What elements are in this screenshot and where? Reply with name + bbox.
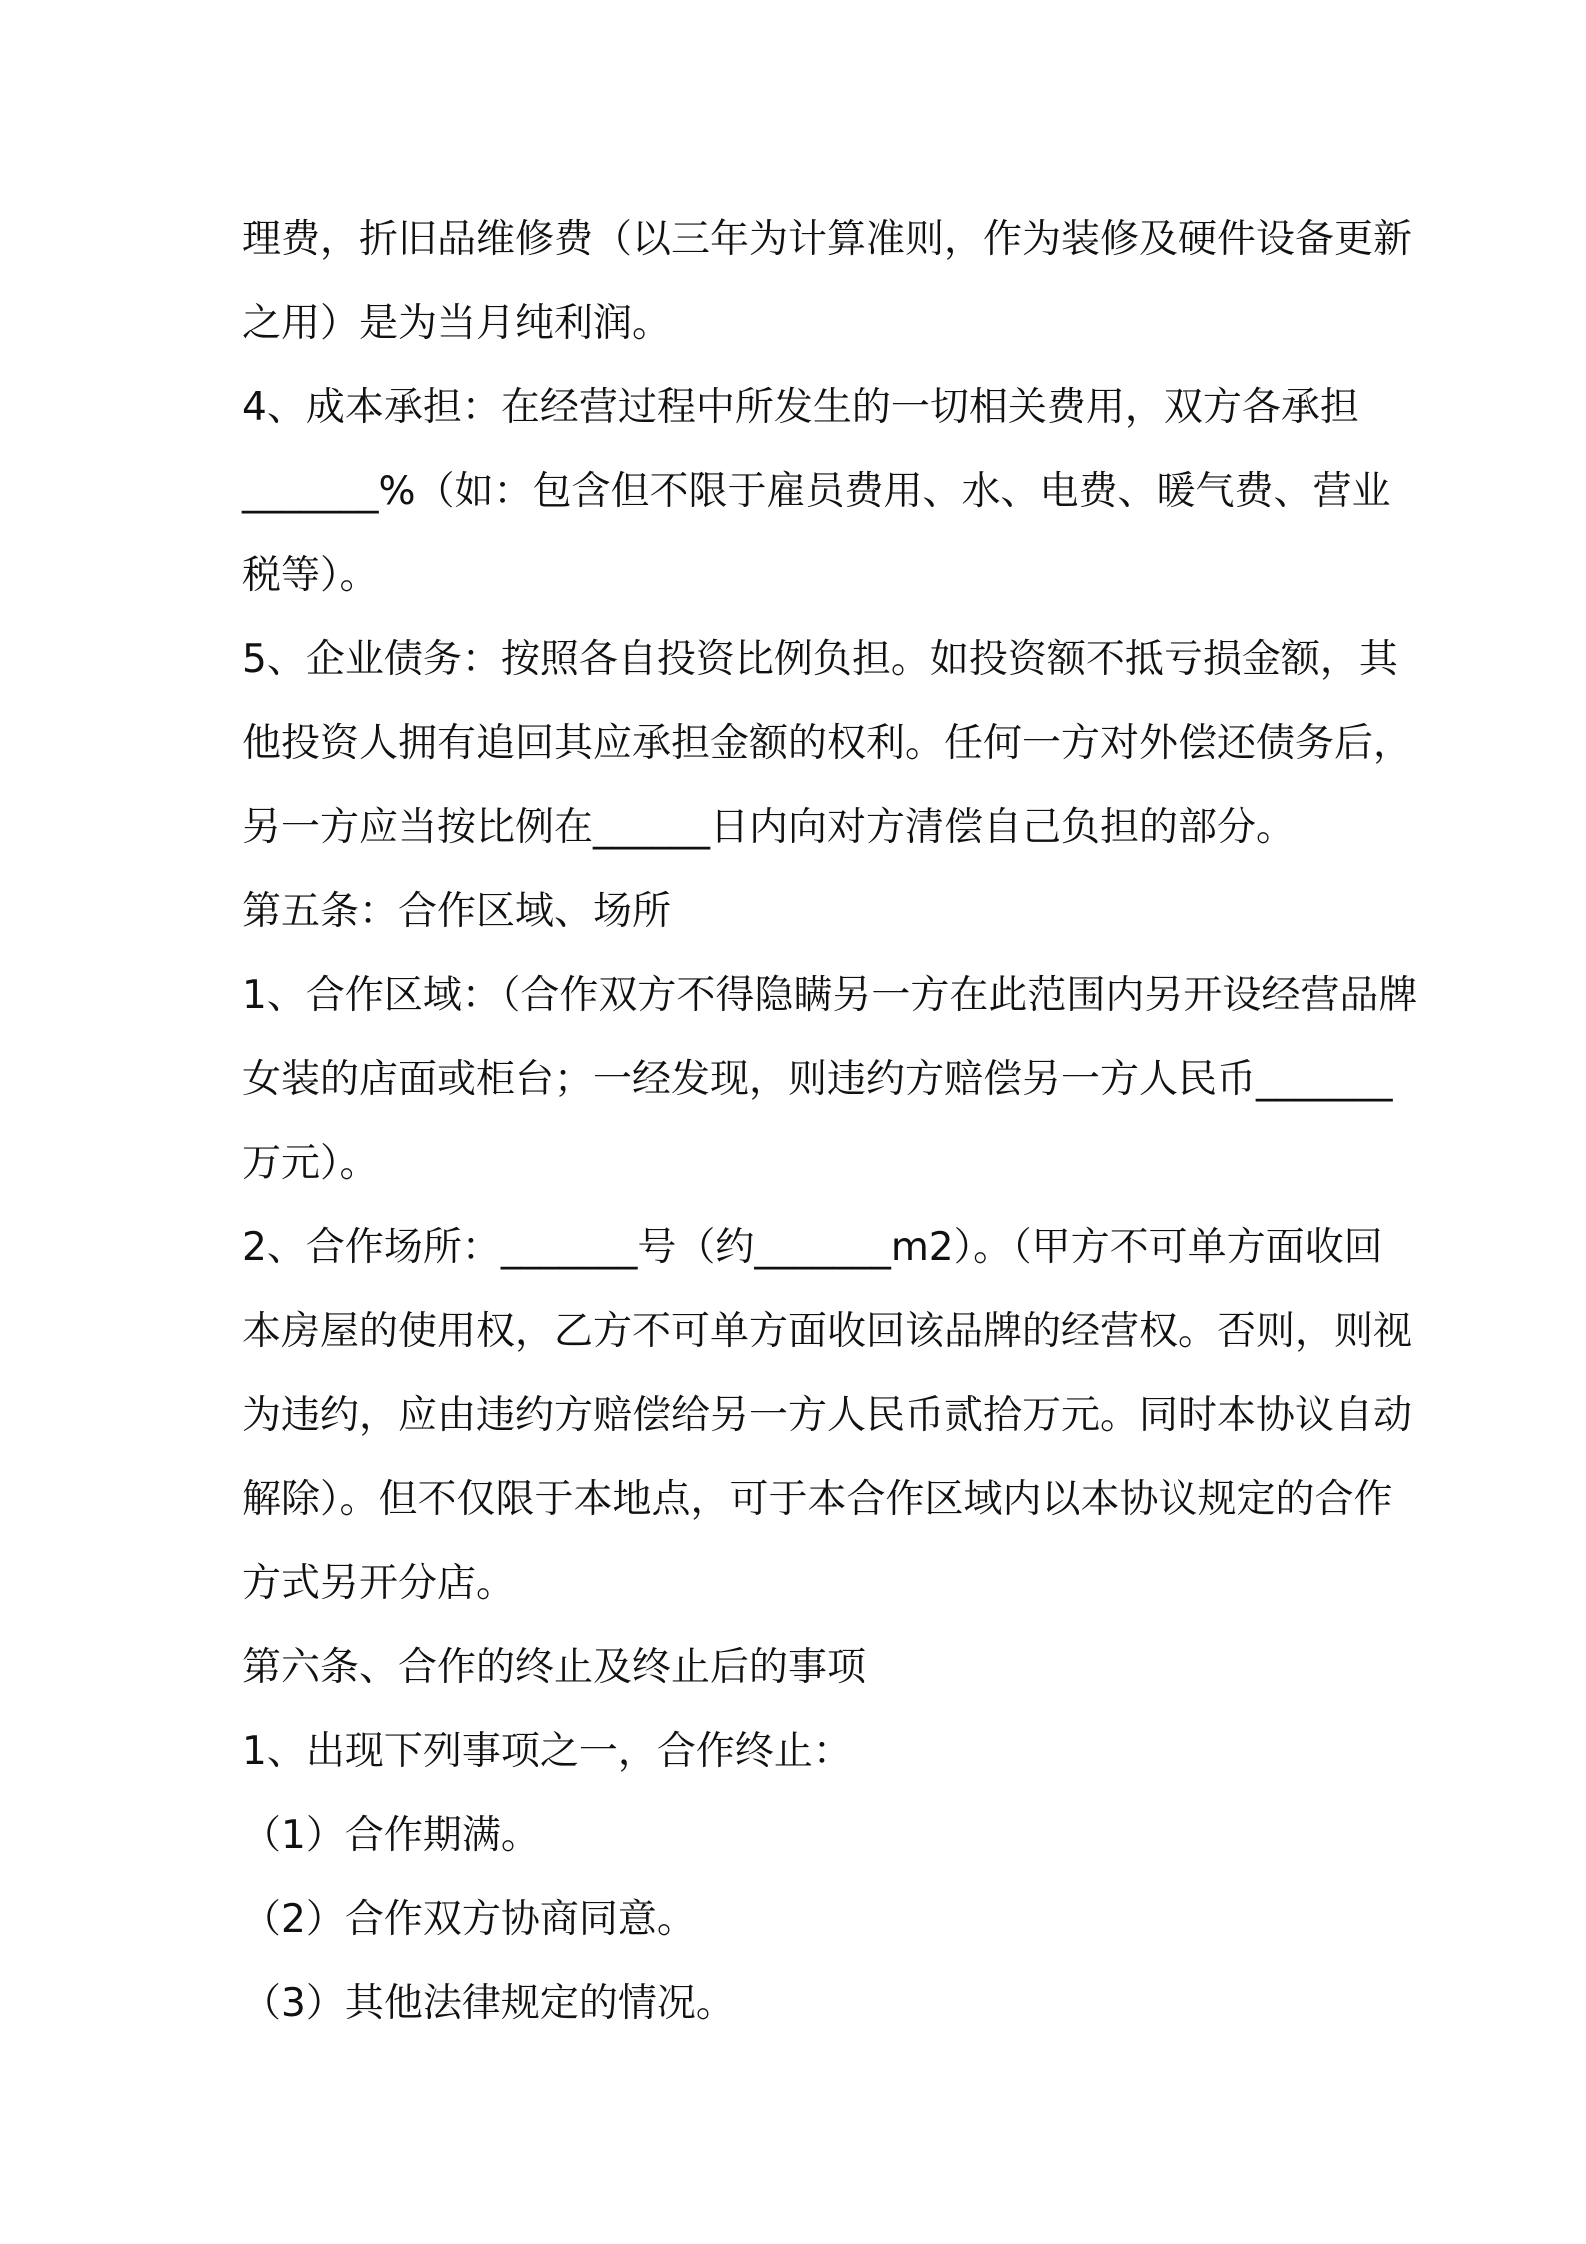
text-line-14: 本房屋的使用权，乙方不可单方面收回该品牌的经营权。否则，则视 [242,1309,1413,1354]
text-line-13: 2、合作场所：_______号（约_______m2）。（甲方不可单方面收回 [242,1225,1383,1270]
document-page [242,198,1418,2046]
section-heading-5: 第五条：合作区域、场所 [242,889,672,934]
text-line-3: 4、成本承担：在经营过程中所发生的一切相关费用，双方各承担 [242,385,1359,430]
list-item-1: （1）合作期满。 [242,1813,540,1858]
text-line-16: 解除）。但不仅限于本地点，可于本合作区域内以本协议规定的合作 [242,1477,1393,1522]
text-line-6: 5、企业债务：按照各自投资比例负担。如投资额不抵亏损金额，其 [242,637,1398,682]
text-line-7: 他投资人拥有追回其应承担金额的权利。任何一方对外偿还债务后， [242,721,1413,766]
text-line-15: 为违约，应由违约方赔偿给另一方人民币贰拾万元。同时本协议自动 [242,1393,1413,1438]
text-line-12: 万元）。 [242,1141,379,1186]
text-line-19: 1、出现下列事项之一，合作终止： [242,1729,852,1774]
text-line-10: 1、合作区域：（合作双方不得隐瞒另一方在此范围内另开设经营品牌 [242,973,1418,1018]
text-line-8: 另一方应当按比例在______日内向对方清偿自己负担的部分。 [242,805,1296,850]
list-item-3: （3）其他法律规定的情况。 [242,1981,735,2026]
text-line-17: 方式另开分店。 [242,1561,516,1606]
text-line-1: 理费，折旧品维修费（以三年为计算准则，作为装修及硬件设备更新 [242,217,1413,262]
text-line-11: 女装的店面或柜台；一经发现，则违约方赔偿另一方人民币_______ [242,1057,1393,1102]
section-heading-6: 第六条、合作的终止及终止后的事项 [242,1645,867,1690]
text-line-4: _______%（如：包含但不限于雇员费用、水、电费、暖气费、营业 [242,469,1391,514]
text-line-2: 之用）是为当月纯利润。 [242,301,672,346]
list-item-2: （2）合作双方协商同意。 [242,1897,696,1942]
text-line-5: 税等）。 [242,553,379,598]
